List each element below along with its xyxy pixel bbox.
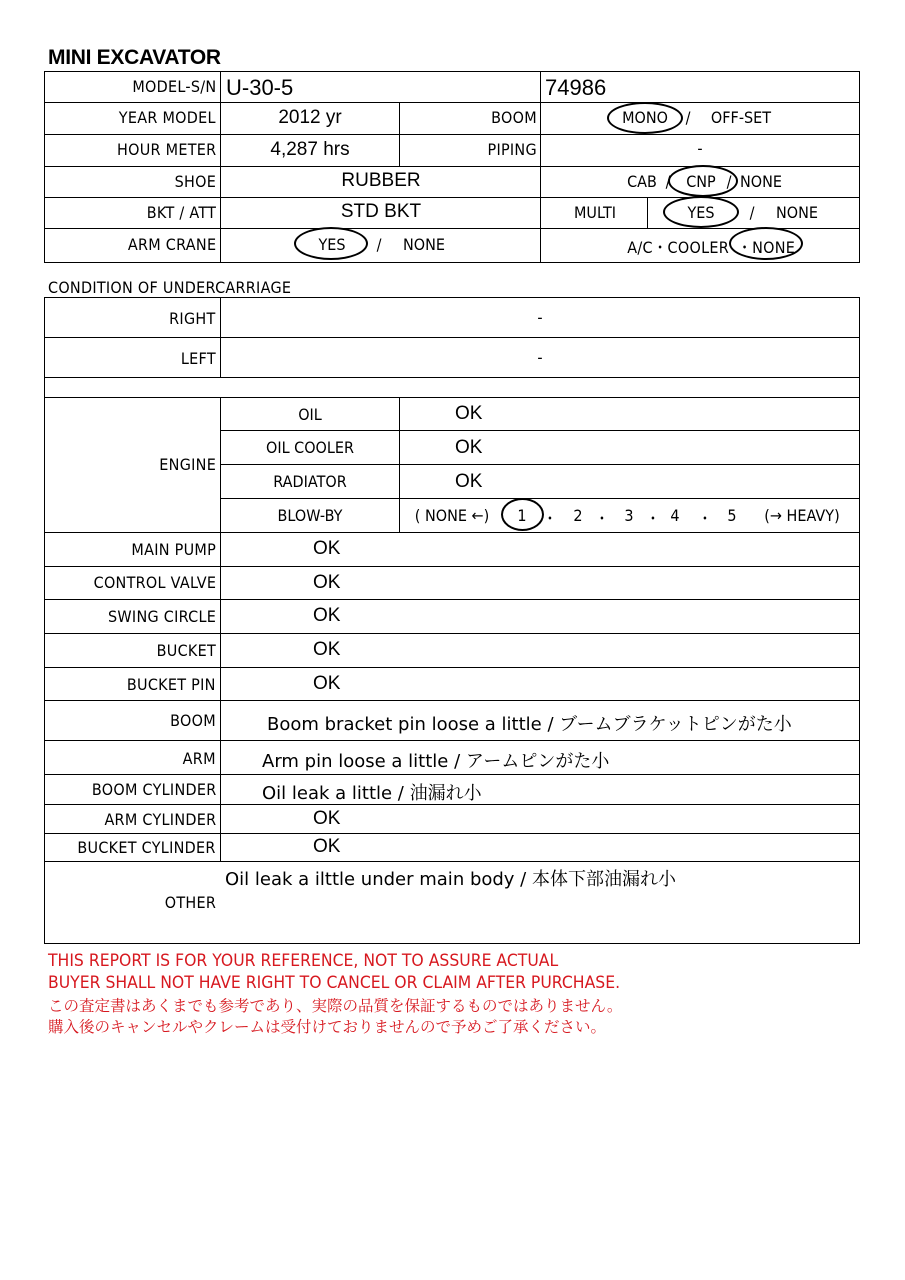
right-track-value: - — [537, 308, 543, 327]
component-label: CONTROL VALVE — [93, 573, 216, 592]
oil-cooler-value: OK — [455, 437, 483, 458]
disclaimer-line: この査定書はあくまでも参考であり、実際の品質を保証するものではありません。 — [48, 997, 623, 1015]
blow-by-scale-dot: ・ — [542, 509, 558, 528]
component-value: OK — [313, 808, 341, 829]
blow-by-scale-dot: ・ — [645, 509, 661, 528]
component-label: BUCKET CYLINDER — [77, 838, 216, 857]
ac-option-none: ・NONE — [737, 238, 795, 257]
engine-label: ENGINE — [159, 455, 216, 474]
hours-value: 4,287 hrs — [270, 139, 350, 160]
arm-crane-label: ARM CRANE — [127, 235, 216, 254]
piping-label: PIPING — [487, 140, 537, 159]
other-label: OTHER — [164, 893, 216, 912]
piping-value: - — [697, 139, 703, 158]
arm-crane-separator: / — [376, 235, 382, 254]
ac-cooler-label: A/C・COOLER — [627, 238, 729, 257]
arm-crane-option-none: NONE — [403, 235, 445, 254]
blow-by-scale-1: 1 — [517, 506, 527, 525]
blow-by-scale-dot: ・ — [697, 509, 713, 528]
component-label: BUCKET PIN — [127, 675, 216, 694]
cab-option-none: NONE — [740, 172, 782, 191]
component-label: BOOM — [170, 711, 216, 730]
radiator-value: OK — [455, 471, 483, 492]
component-label: MAIN PUMP — [131, 540, 216, 559]
shoe-value: RUBBER — [341, 170, 421, 191]
document-title: MINI EXCAVATOR — [48, 46, 221, 69]
cab-option-cab: CAB — [627, 172, 657, 191]
left-track-label: LEFT — [180, 349, 216, 368]
component-value: OK — [313, 572, 341, 593]
bkt-value: STD BKT — [340, 201, 422, 222]
shoe-label: SHOE — [174, 172, 216, 191]
component-label: BUCKET — [156, 641, 216, 660]
component-label: ARM CYLINDER — [104, 810, 216, 829]
disclaimer-line: 購入後のキャンセルやクレームは受付けておりませんので予めご了承ください。 — [48, 1018, 607, 1036]
multi-label: MULTI — [573, 203, 617, 222]
cab-separator-1: / — [665, 172, 671, 191]
component-value: OK — [313, 836, 341, 857]
blow-by-scale-3: 3 — [624, 506, 634, 525]
boom-option-offset: OFF-SET — [710, 108, 772, 127]
arm-crane-option-yes: YES — [318, 235, 346, 254]
year-model-label: YEAR MODEL — [118, 108, 216, 127]
disclaimer-line: THIS REPORT IS FOR YOUR REFERENCE, NOT TO ASSURE ACTUAL — [48, 951, 559, 971]
component-label: SWING CIRCLE — [107, 607, 216, 626]
disclaimer-line: BUYER SHALL NOT HAVE RIGHT TO CANCEL OR CLAIM AFTER PURCHASE. — [48, 973, 621, 993]
undercarriage-table — [44, 297, 860, 398]
component-value: OK — [313, 605, 341, 626]
right-track-label: RIGHT — [169, 309, 216, 328]
multi-option-none: NONE — [776, 203, 818, 222]
component-label: BOOM CYLINDER — [91, 780, 216, 799]
serial-value: 74986 — [545, 75, 607, 100]
component-value: Oil leak a little / 油漏れ小 — [262, 783, 482, 804]
other-value: Oil leak a ilttle under main body / 本体下部油漏れ小 — [225, 869, 676, 890]
model-sn-label: MODEL-S/N — [131, 77, 216, 96]
blow-by-scale-none: ( NONE ←) — [414, 506, 490, 525]
left-track-value: - — [537, 348, 543, 367]
component-value: OK — [313, 538, 341, 559]
multi-separator: / — [749, 203, 755, 222]
blow-by-label: BLOW-BY — [277, 506, 343, 525]
component-value: OK — [313, 673, 341, 694]
oil-label: OIL — [298, 405, 322, 424]
boom-option-mono: MONO — [622, 108, 668, 127]
model-value: U-30-5 — [226, 75, 294, 100]
blow-by-scale-5: 5 — [727, 506, 737, 525]
component-value: Arm pin loose a little / アームピンがた小 — [262, 751, 610, 772]
boom-separator: / — [685, 108, 691, 127]
bkt-att-label: BKT / ATT — [146, 203, 216, 222]
component-value: Boom bracket pin loose a little / ブームブラケットピンがた小 — [267, 714, 792, 735]
oil-cooler-label: OIL COOLER — [265, 438, 355, 457]
year-value: 2012 yr — [278, 107, 342, 128]
radiator-label: RADIATOR — [273, 472, 347, 491]
cab-separator-2: / — [726, 172, 732, 191]
component-value: OK — [313, 639, 341, 660]
oil-value: OK — [455, 403, 483, 424]
blow-by-scale-4: 4 — [670, 506, 680, 525]
boom-type-label: BOOM — [491, 108, 537, 127]
multi-option-yes: YES — [687, 203, 715, 222]
hour-meter-label: HOUR METER — [116, 140, 216, 159]
blow-by-scale-dot: ・ — [594, 509, 610, 528]
blow-by-scale-heavy: (→ HEAVY) — [764, 506, 840, 525]
cab-option-cnp: CNP — [686, 172, 716, 191]
component-label: ARM — [182, 749, 216, 768]
blow-by-scale-2: 2 — [573, 506, 583, 525]
undercarriage-heading: CONDITION OF UNDERCARRIAGE — [48, 278, 292, 297]
